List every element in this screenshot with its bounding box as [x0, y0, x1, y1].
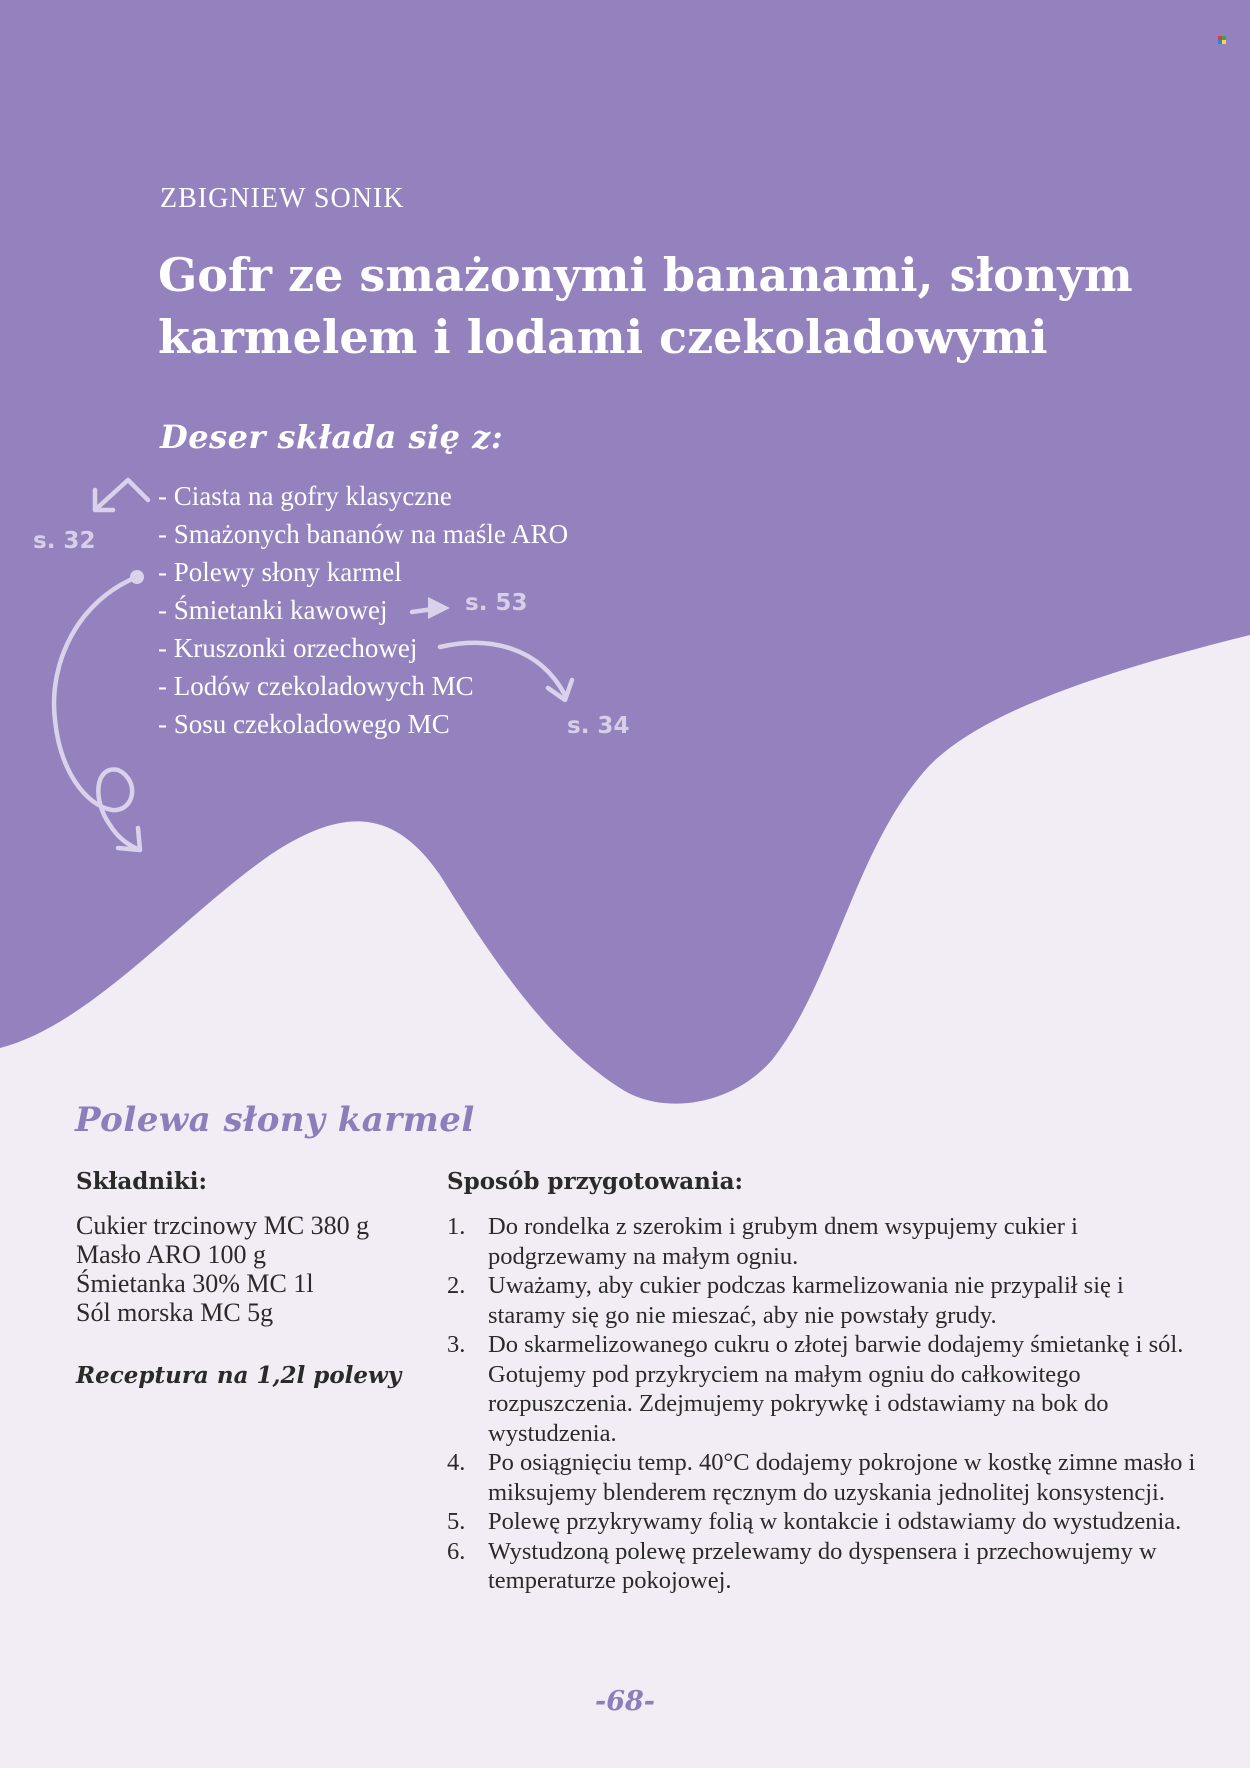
list-item: Masło ARO 100 g: [76, 1240, 266, 1269]
ingredients-heading: Składniki:: [76, 1168, 208, 1195]
step-number: 2.: [447, 1272, 466, 1299]
list-item: [447, 1537, 1207, 1596]
page-reference-53: s. 53: [465, 590, 528, 616]
ingredients-list: [76, 1211, 369, 1327]
step-text: Uważamy, aby cukier podczas karmelizowania nie przypalił się i staramy się go nie mieszać, aby nie powstały grudy.: [488, 1272, 1124, 1329]
list-item: - Polewy słony karmel: [158, 557, 402, 587]
list-item: [447, 1507, 1207, 1537]
list-item: [447, 1271, 1207, 1330]
list-item: [447, 1212, 1207, 1271]
step-text: Po osiągnięciu temp. 40°C dodajemy pokrojone w kostkę zimne masło i miksujemy blenderem ręcznym do uzyskania jednolitej konsystencji.: [488, 1449, 1196, 1506]
step-text: Polewę przykrywamy folią w kontakcie i odstawiamy do wystudzenia.: [488, 1508, 1182, 1535]
list-item: [447, 1330, 1207, 1448]
list-item: - Śmietanki kawowej: [158, 595, 388, 625]
method-heading: Sposób przygotowania:: [447, 1168, 743, 1195]
step-number: 4.: [447, 1449, 466, 1476]
page-reference-34: s. 34: [567, 713, 630, 739]
list-item: - Smażonych bananów na maśle ARO: [158, 519, 569, 549]
step-text: Do rondelka z szerokim i grubym dnem wsypujemy cukier i podgrzewamy na małym ogniu.: [488, 1213, 1078, 1270]
page-number: -68-: [595, 1686, 655, 1717]
list-item: Śmietanka 30% MC 1l: [76, 1269, 314, 1298]
color-mark-icon: [1218, 36, 1226, 44]
dessert-heading: Deser składa się z:: [160, 418, 504, 456]
method-steps-list: [447, 1212, 1207, 1596]
list-item: - Lodów czekoladowych MC: [158, 671, 474, 701]
page-reference-32: s. 32: [33, 528, 96, 554]
step-number: 3.: [447, 1331, 466, 1358]
recipe-heading: Polewa słony karmel: [75, 1100, 475, 1140]
step-text: Wystudzoną polewę przelewamy do dyspensera i przechowujemy w temperaturze pokojowej.: [488, 1537, 1157, 1594]
step-number: 6.: [447, 1537, 466, 1565]
list-item: - Ciasta na gofry klasyczne: [158, 481, 452, 511]
list-item: Cukier trzcinowy MC 380 g: [76, 1211, 370, 1240]
list-item: - Kruszonki orzechowej: [158, 633, 418, 663]
list-item: [447, 1448, 1207, 1507]
recipe-yield: Receptura na 1,2l polewy: [76, 1362, 402, 1389]
step-text: Do skarmelizowanego cukru o złotej barwie dodajemy śmietankę i sól. Gotujemy pod przykryciem na małym ogniu do całkowitego rozpuszczenia. Zdejmujemy pokrywkę i odstawiamy na bok do wystudzenia.: [488, 1331, 1184, 1447]
step-number: 1.: [447, 1213, 466, 1240]
list-item: Sól morska MC 5g: [76, 1298, 274, 1327]
step-number: 5.: [447, 1508, 466, 1535]
author-name: ZBIGNIEW SONIK: [160, 183, 405, 214]
page-title: Gofr ze smażonymi bananami, słonym karmelem i lodami czekoladowymi: [158, 248, 1133, 364]
arrow-dot-icon: [130, 570, 144, 584]
list-item: - Sosu czekoladowego MC: [158, 709, 450, 739]
